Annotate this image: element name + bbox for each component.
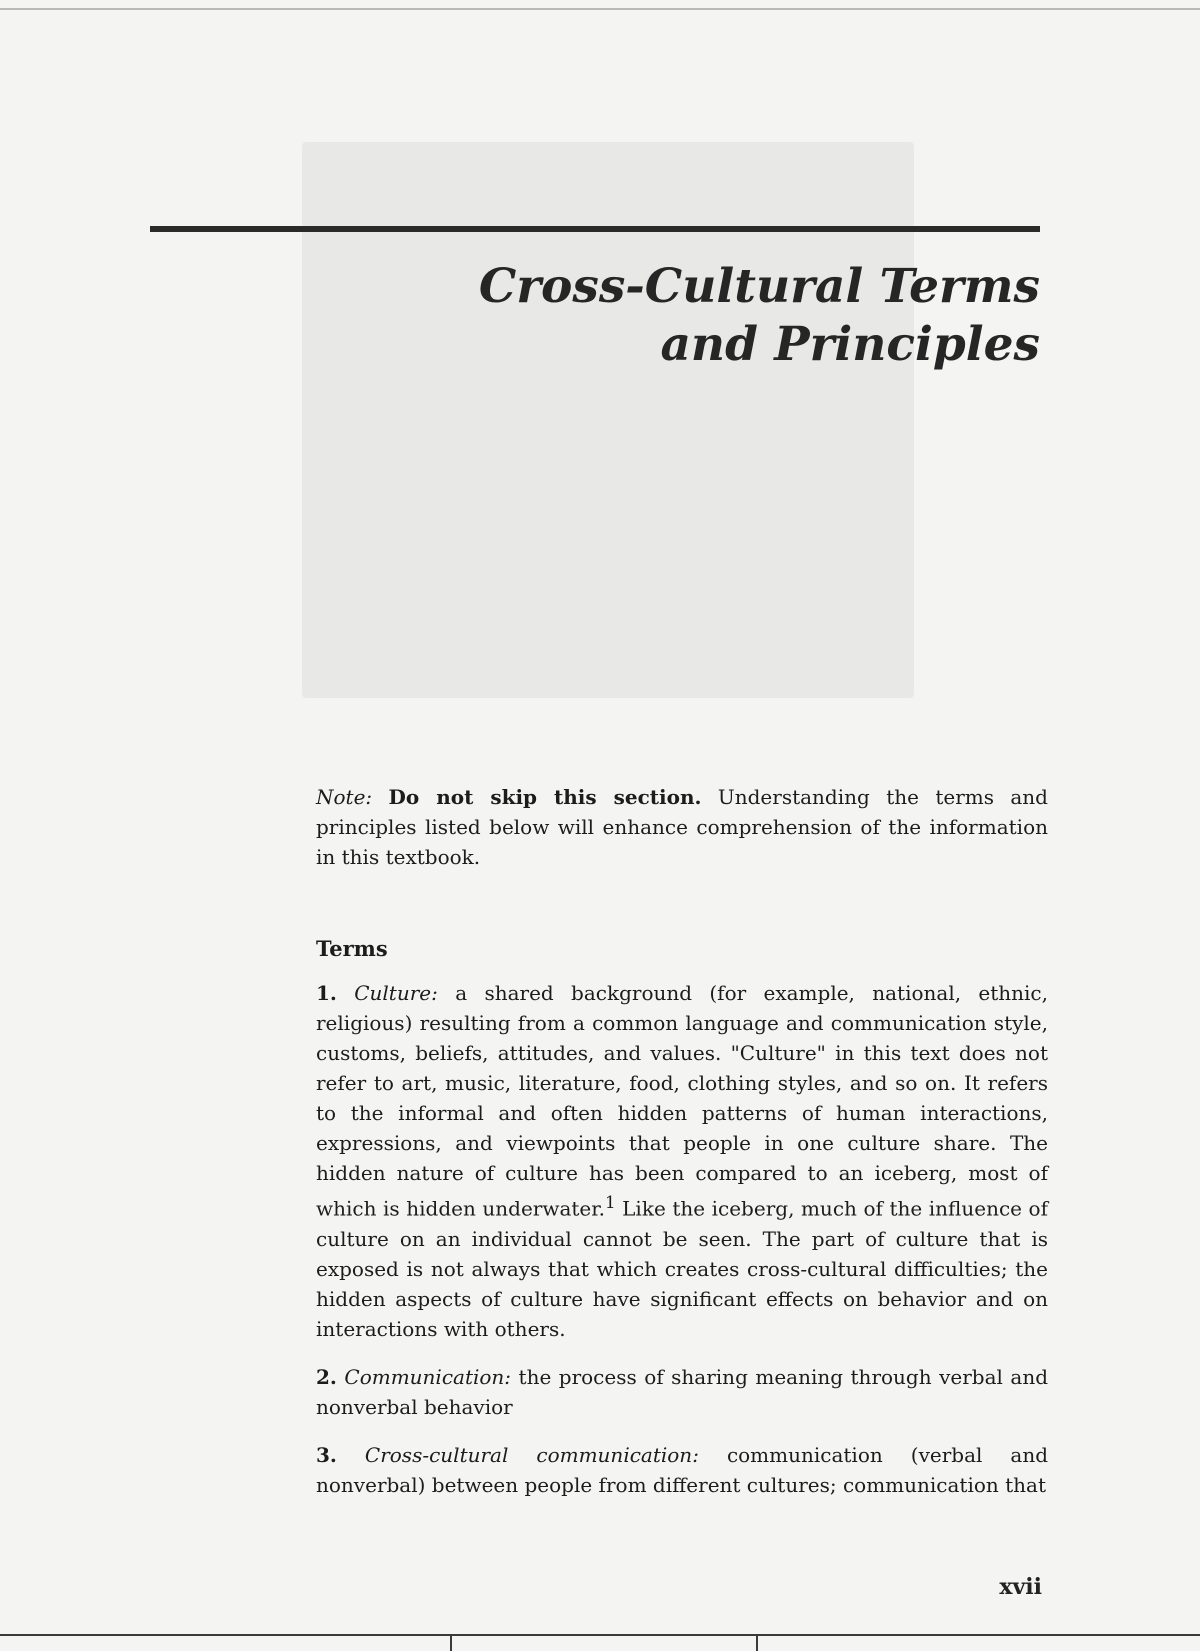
title-rule <box>150 226 1040 232</box>
page-number: xvii <box>999 1574 1042 1600</box>
top-edge-rule <box>0 8 1200 10</box>
term-number: 3. <box>316 1442 337 1467</box>
term-name: Culture: <box>354 981 438 1005</box>
term-definition-continued: Like the iceberg, much of the influence of culture on an individual cannot be seen. The part of culture that is exposed is not always that which creates cross-cultural difficulties; the hidden aspects of culture have significant effects on behavior and on interactions with others. <box>316 1196 1048 1341</box>
term-name: Communication: <box>344 1364 512 1389</box>
term-definition: the process of sharing meaning through verbal and nonverbal behavior <box>316 1364 1049 1419</box>
page-title <box>479 258 1040 374</box>
term-name: Cross-cultural communication: <box>364 1442 699 1467</box>
term-item <box>316 1362 1048 1422</box>
term-number: 1. <box>316 981 337 1005</box>
bottom-edge-rule <box>0 1634 1200 1636</box>
page-title-line-2: and Principles <box>660 317 1040 372</box>
term-number: 2. <box>316 1364 337 1389</box>
note-paragraph <box>316 782 1048 872</box>
note-text: Understanding the terms and principles listed below will enhance comprehension of the information in this textbook. <box>316 785 1048 869</box>
crop-mark <box>756 1634 758 1651</box>
page-title-line-1: Cross-Cultural Terms <box>478 259 1040 314</box>
terms-heading: Terms <box>316 936 388 961</box>
term-definition: communication (verbal and nonverbal) between people from different cultures; communication that <box>316 1442 1048 1497</box>
term-definition: a shared background (for example, national, ethnic, religious) resulting from a common language and communication style, customs, beliefs, attitudes, and values. "Culture" in this text does not refer to art, music, literature, food, clothing styles, and so on. It refers to the informal and often hidden patterns of human interactions, expressions, and viewpoints that people in one culture share. The hidden nature of culture has been compared to an iceberg, most of which is hidden underwater. <box>316 981 1048 1221</box>
note-label: Note: <box>316 785 373 809</box>
term-item <box>316 1440 1048 1500</box>
note-emphasis: Do not skip this section. <box>388 785 702 809</box>
body-content <box>316 782 1048 1518</box>
footnote-marker: 1 <box>604 1193 616 1212</box>
term-item <box>316 978 1048 1344</box>
crop-mark <box>450 1634 452 1651</box>
